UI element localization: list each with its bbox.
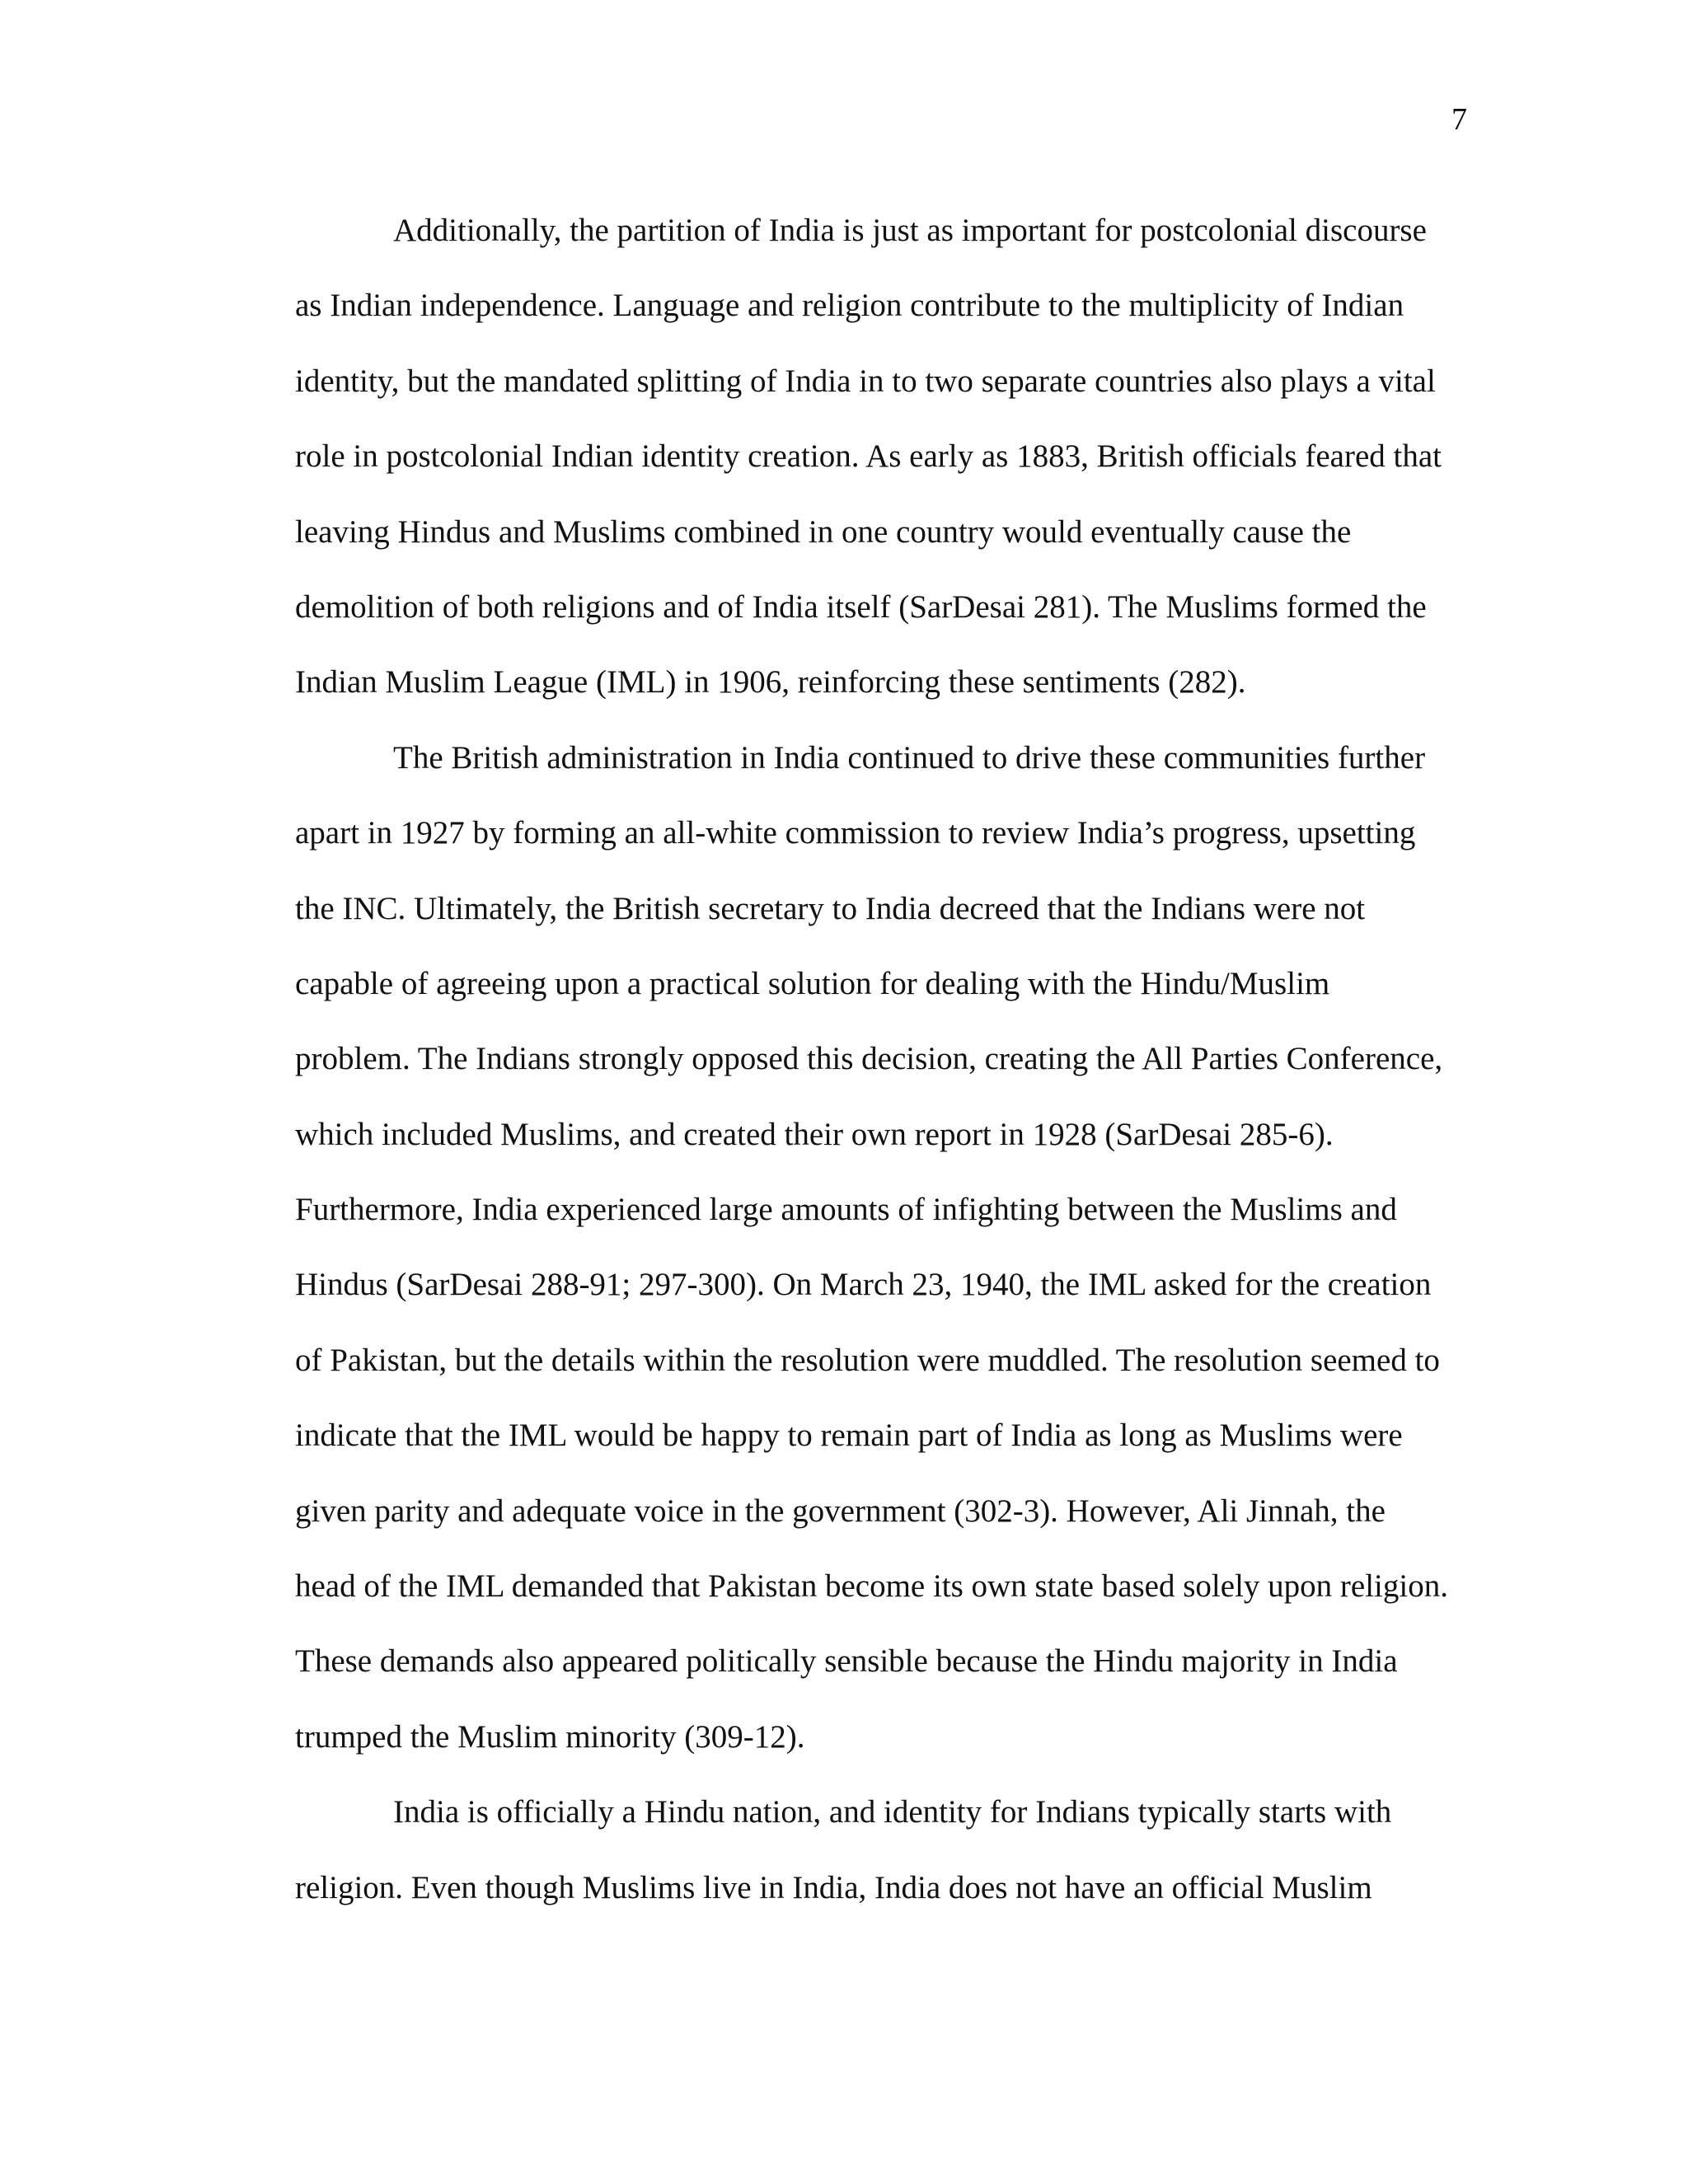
text-line: trumped the Muslim minority (309-12).	[295, 1718, 805, 1755]
text-line: Additionally, the partition of India is just as important for postcolonial discourse	[393, 213, 1427, 248]
text-line: head of the IML demanded that Pakistan become its own state based solely upon religion.	[295, 1568, 1448, 1605]
text-line: leaving Hindus and Muslims combined in one country would eventually cause the	[295, 513, 1352, 550]
text-line: capable of agreeing upon a practical solution for dealing with the Hindu/Muslim	[295, 965, 1330, 1001]
text-line: of Pakistan, but the details within the resolution were muddled. The resolution seemed to	[295, 1342, 1440, 1378]
text-line: identity, but the mandated splitting of India in to two separate countries also plays a vital	[295, 363, 1436, 399]
text-line: the INC. Ultimately, the British secretary to India decreed that the Indians were not	[295, 890, 1366, 926]
text-line: The British administration in India continued to drive these communities further	[393, 739, 1426, 776]
text-line: problem. The Indians strongly opposed this decision, creating the All Parties Conference,	[295, 1041, 1443, 1077]
text-line: as Indian independence. Language and religion contribute to the multiplicity of Indian	[295, 288, 1404, 324]
text-line: religion. Even though Muslims live in India, India does not have an official Muslim	[295, 1869, 1372, 1905]
text-line: role in postcolonial Indian identity creation. As early as 1883, British officials feared that	[295, 438, 1442, 475]
body-text	[295, 193, 1475, 1925]
text-line: Hindus (SarDesai 288-91; 297-300). On March 23, 1940, the IML asked for the creation	[295, 1267, 1432, 1303]
page-number: 7	[1451, 102, 1467, 137]
text-line: given parity and adequate voice in the government (302-3). However, Ali Jinnah, the	[295, 1493, 1386, 1529]
text-line: apart in 1927 by forming an all-white commission to review India’s progress, upsetting	[295, 815, 1416, 851]
text-line: Indian Muslim League (IML) in 1906, reinforcing these sentiments (282).	[295, 664, 1246, 701]
text-line: These demands also appeared politically sensible because the Hindu majority in India	[295, 1643, 1398, 1680]
text-line: indicate that the IML would be happy to remain part of India as long as Muslims were	[295, 1418, 1403, 1454]
text-line: demolition of both religions and of India itself (SarDesai 281). The Muslims formed the	[295, 588, 1427, 625]
text-line: India is officially a Hindu nation, and identity for Indians typically starts with	[393, 1794, 1392, 1830]
text-line: Furthermore, India experienced large amounts of infighting between the Muslims and	[295, 1192, 1397, 1228]
text-line: which included Muslims, and created their own report in 1928 (SarDesai 285-6).	[295, 1116, 1334, 1152]
